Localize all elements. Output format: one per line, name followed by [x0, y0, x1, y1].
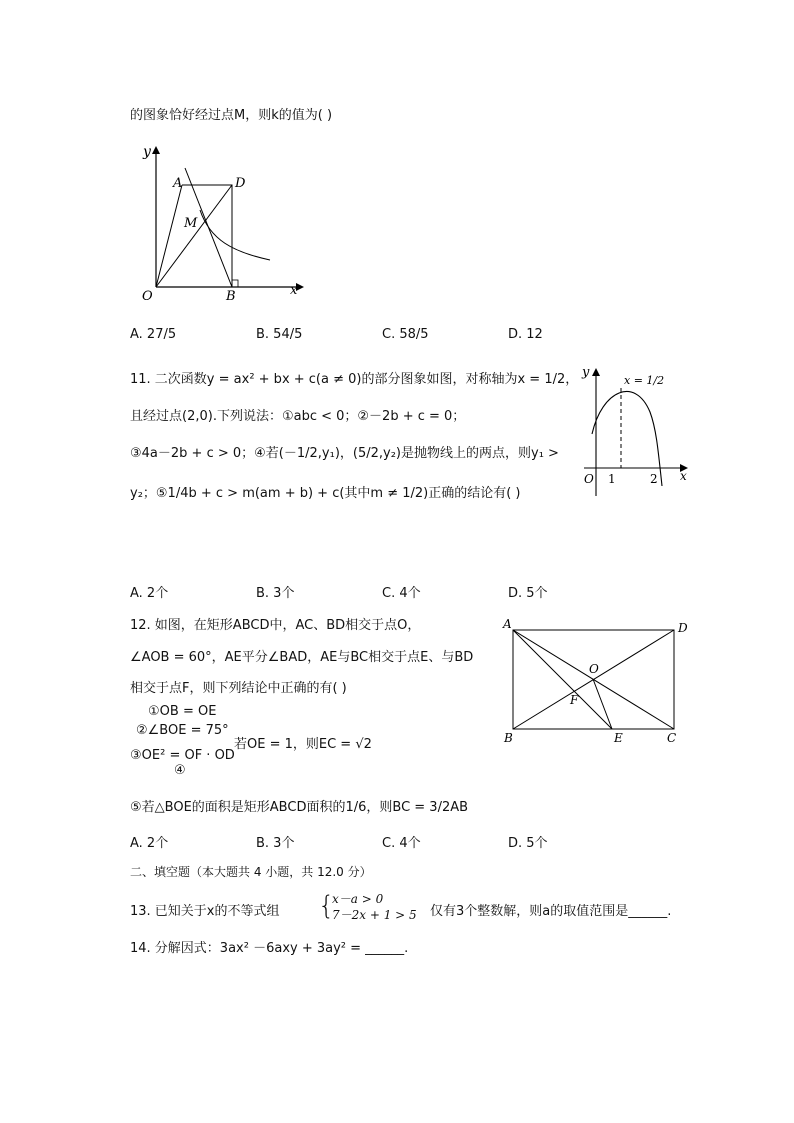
statement-1: ①OB = OE	[148, 704, 217, 719]
label-A: A	[173, 176, 183, 191]
option-c[interactable]: C. 4个	[382, 836, 421, 851]
label-O: O	[584, 472, 594, 486]
question-12-line-3: 相交于点F，则下列结论中正确的有( )	[130, 681, 347, 696]
label-A: A	[503, 617, 512, 631]
label-axis: x = 1/2	[624, 374, 665, 387]
label-M: M	[184, 216, 198, 231]
option-a[interactable]: A. 2个	[130, 836, 169, 851]
label-C: C	[667, 731, 677, 745]
segment-OD	[156, 185, 232, 287]
inequality-1: x－a > 0	[332, 892, 384, 906]
inequality-2: 7－2x + 1 > 5	[332, 908, 417, 922]
statement-2: ②∠BOE = 75°	[136, 723, 229, 738]
question-12-line-1: 12. 如图，在矩形ABCD中，AC、BD相交于点O，	[130, 618, 421, 633]
label-y: y	[582, 365, 590, 380]
question-11-line-2: 且经过点(2,0).下列说法：①abc < 0；②－2b + c = 0；	[130, 409, 466, 424]
label-O: O	[142, 289, 153, 304]
statement-5: ⑤若△BOE的面积是矩形ABCD面积的1/6，则BC = 3/2AB	[130, 800, 469, 815]
label-B: B	[226, 289, 236, 304]
label-D: D	[678, 621, 688, 635]
rectangle-edges	[182, 185, 232, 287]
label-x: x	[680, 469, 687, 483]
option-b[interactable]: B. 54/5	[256, 327, 303, 342]
option-d[interactable]: D. 12	[508, 327, 543, 342]
q13-prefix: 13. 已知关于x的不等式组	[130, 904, 280, 919]
y-axis-arrow	[592, 368, 600, 376]
option-d[interactable]: D. 5个	[508, 586, 548, 601]
label-B: B	[504, 731, 513, 745]
question-11-line-1: 11. 二次函数y = ax² + bx + c(a ≠ 0)的部分图象如图，对称轴为x = 1/2，	[130, 372, 579, 387]
statement-4-mark: ④	[174, 763, 186, 778]
question-12-line-2: ∠AOB = 60°，AE平分∠BAD，AE与BC相交于点E、与BD	[130, 650, 474, 665]
q13-suffix: 仅有3个整数解，则a的取值范围是______.	[430, 904, 672, 919]
option-d[interactable]: D. 5个	[508, 836, 548, 851]
section-heading: 二、填空题（本大题共 4 小题，共 12.0 分）	[130, 865, 372, 879]
q12-options	[130, 832, 730, 852]
option-c[interactable]: C. 4个	[382, 586, 421, 601]
label-1: 1	[608, 472, 616, 486]
question-11-line-4: y₂；⑤1/4b + c > m(am + b) + c(其中m ≠ 1/2)正确的结论有( )	[130, 486, 521, 501]
label-D: D	[235, 176, 246, 191]
q10-options	[130, 327, 730, 347]
question-11-line-3: ③4a－2b + c > 0；④若(－1/2,y₁)，(5/2,y₂)是抛物线上的两点，则y₁ >	[130, 446, 559, 461]
segment-AE	[513, 630, 612, 729]
statement-4-text: 若OE = 1，则EC = √2	[234, 737, 372, 752]
figure-q11	[580, 362, 690, 500]
statement-3: ③OE² = OF · OD	[130, 748, 235, 763]
label-x: x	[290, 283, 298, 298]
q11-options	[130, 582, 730, 602]
hyperbola-curve	[200, 210, 270, 260]
option-b[interactable]: B. 3个	[256, 586, 295, 601]
label-E: E	[614, 731, 623, 745]
figure-q10	[138, 140, 308, 305]
segment-OA	[156, 185, 182, 287]
label-O: O	[589, 662, 599, 676]
y-axis-arrow	[152, 146, 160, 154]
label-F: F	[570, 693, 579, 707]
right-angle-mark	[232, 280, 238, 287]
option-a[interactable]: A. 27/5	[130, 327, 177, 342]
figure-q12	[500, 614, 700, 746]
brace-icon: {	[318, 891, 335, 921]
label-y: y	[143, 144, 151, 160]
label-2: 2	[650, 472, 658, 486]
question-10-tail: 的图象恰好经过点M，则k的值为( )	[130, 108, 333, 123]
option-a[interactable]: A. 2个	[130, 586, 169, 601]
segment-OE	[593, 679, 612, 729]
option-b[interactable]: B. 3个	[256, 836, 295, 851]
question-14: 14. 分解因式：3ax² －6axy + 3ay² = ______.	[130, 941, 409, 956]
option-c[interactable]: C. 58/5	[382, 327, 429, 342]
